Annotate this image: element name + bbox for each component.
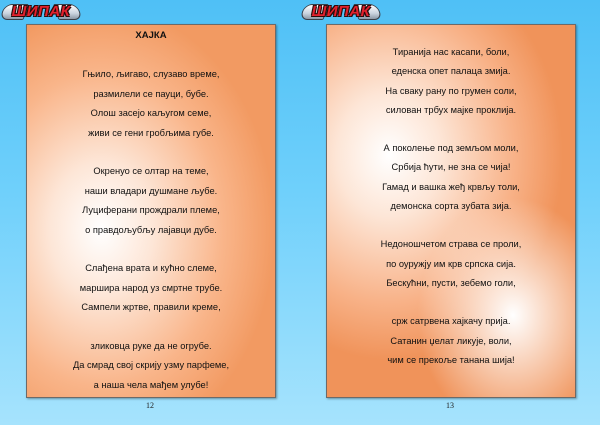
poem-line: Гамад и вашка жеђ крвљу толи, [382, 181, 520, 192]
poem-line: Сампели жртве, правили креме, [81, 302, 221, 312]
poem-line: о правдољубљу лајавци дубе. [85, 224, 217, 235]
poem-line: А поколење под земљом моли, [383, 143, 519, 154]
logo-text: ШИПАК [11, 2, 71, 20]
page-13 [326, 24, 576, 398]
poem-line: Недоношчетом страва се проли, [380, 239, 522, 250]
stanza-break [27, 240, 275, 259]
stanza-break [27, 143, 275, 162]
page-12 [26, 24, 276, 398]
poem-line: размилели се пауци, бубе. [93, 88, 209, 99]
poem-line: наши владари душмане љубе. [84, 185, 218, 196]
poem-line: демонска сорта зубата зија. [390, 201, 512, 212]
poem-line: Слађена врата и кућно слеме, [85, 263, 217, 273]
poem-line: по оуружју им крв српска сија. [386, 258, 516, 269]
stanza-break [327, 120, 575, 139]
stanza-break [27, 318, 275, 337]
page-number: 13 [446, 401, 454, 410]
poem-line: Сатанин џелат ликује, воли, [390, 335, 512, 346]
poem-body-right [327, 43, 575, 370]
logo-text: ШИПАК [311, 2, 371, 20]
poem-line: Гњило, љигаво, слузаво време, [82, 69, 220, 79]
poem-line: срж сатрвена хајкачу прија. [391, 316, 511, 327]
poem-title: ХАЈКА [135, 30, 167, 41]
poem-line: Србија ћути, не зна се чија! [391, 162, 511, 173]
poem-line: Луциферани прождрали племе, [82, 205, 220, 215]
poem-line: живи се гени гробљима губе. [88, 127, 214, 138]
poem-line: Тиранија нас касапи, боли, [392, 47, 510, 57]
poem-line: Окренуо се олтар на теме, [93, 166, 209, 176]
poem-line: На сваку рану по грумен соли, [385, 85, 517, 96]
right-page-spread [300, 0, 600, 425]
poem-line: зликовца руке да не огрубе. [90, 340, 212, 351]
poem-line: маршира народ уз смртне трубе. [79, 282, 223, 293]
stanza-break [327, 216, 575, 235]
poem-line: Бескућни, пусти, зебемо голи, [386, 277, 516, 288]
poem-line: Олош засејо каљугом семе, [90, 108, 212, 118]
poem-line: чим се прекоље танана шија! [387, 354, 515, 365]
poem-line: Да смрад свој скрију узму парфеме, [72, 360, 230, 370]
poem-body-left [27, 65, 275, 395]
poem-line: а наша чела мађем улубе! [93, 379, 209, 390]
page-number: 12 [146, 401, 154, 410]
shipak-logo [302, 1, 380, 21]
poem-line: еденска опет палаца змија. [391, 66, 511, 77]
stanza-break [327, 293, 575, 312]
shipak-logo [2, 1, 80, 21]
poem-line: силован трбух мајке проклија. [385, 104, 517, 115]
